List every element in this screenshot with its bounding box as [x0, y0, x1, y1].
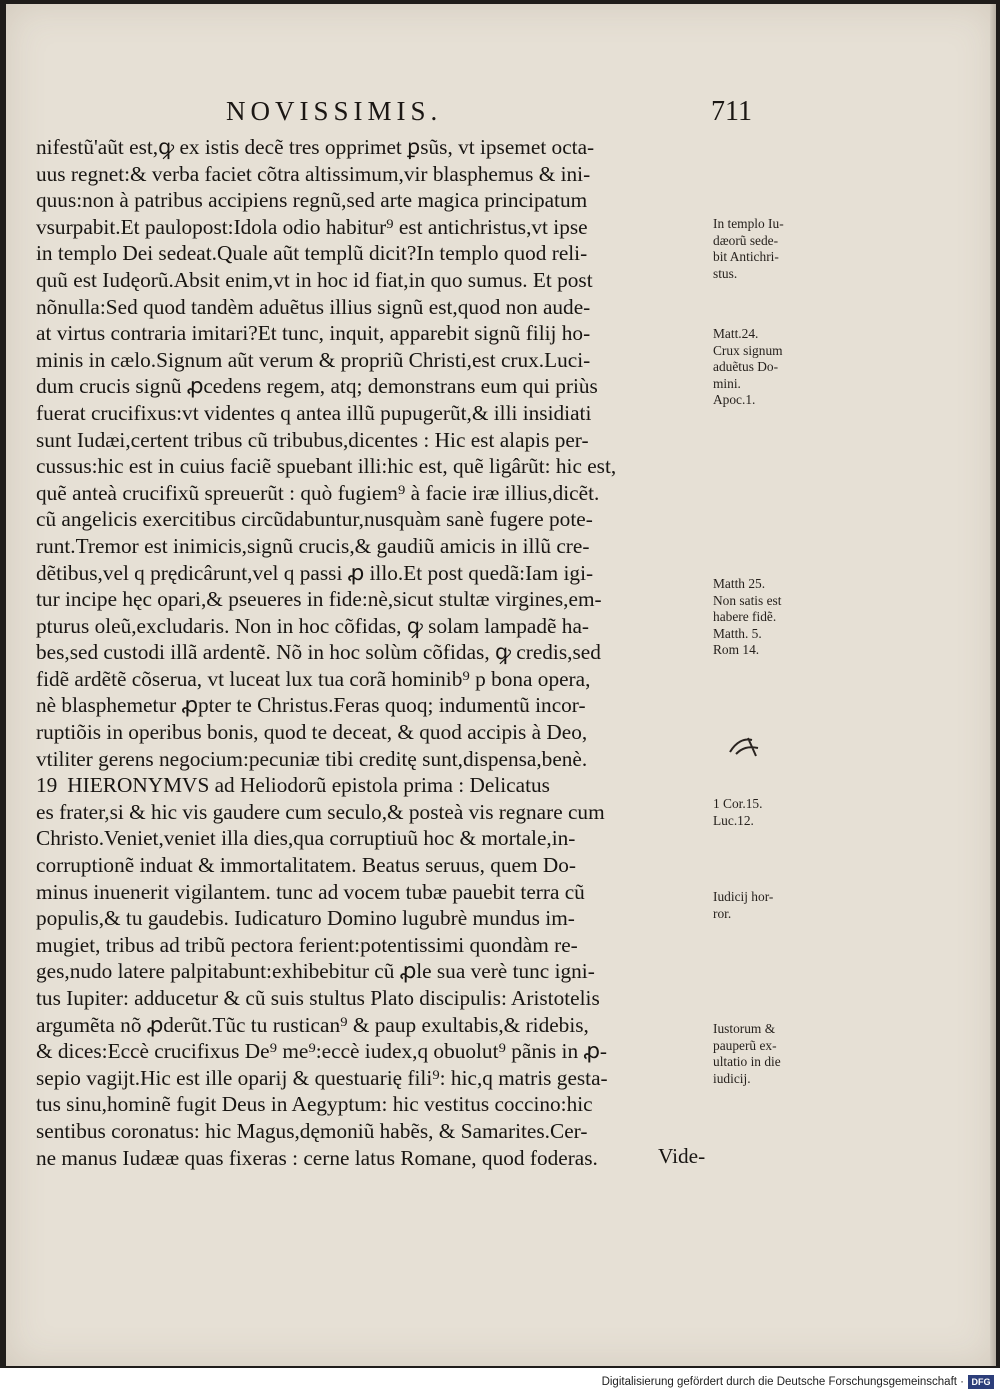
text-line: nifestũ'aũt est,ꝙ ex istis decẽ tres opprimet ꝑsũs, vt ipsemet octa- — [36, 135, 595, 159]
main-text — [36, 134, 716, 1171]
text-line: tus Iupiter: adducetur & cũ suis stultus Plato discipulis: Aristotelis — [36, 986, 600, 1010]
text-line: populis,& tu gaudebis. Iudicaturo Domino lugubrè mundus im- — [36, 906, 575, 931]
margin-note-line: Matth 25. — [713, 576, 766, 591]
text-line: fidẽ ardẽtẽ cõserua, vt luceat lux tua corã hominib⁹ p bona opera, — [36, 666, 591, 691]
text-line: sentibus coronatus: hic Magus,dęmoniũ habẽs, & Samarites.Cer- — [36, 1118, 588, 1143]
margin-note-line: pauperũ ex- — [713, 1037, 777, 1053]
margin-note — [713, 576, 781, 659]
margin-note-line: Rom 14. — [713, 642, 760, 658]
text-line: ne manus Iudææ quas fixeras : cerne latus Romane, quod foderas. — [36, 1145, 598, 1170]
text-line: runt.Tremor est inimicis,signũ crucis,& gaudiũ amicis in illũ cre- — [36, 533, 590, 558]
catchword: Vide- — [658, 1144, 706, 1168]
margin-note-line: Matt.24. — [713, 326, 759, 341]
text-line: tus sinu,hominẽ fugit Deus in Aegyptum: hic vestitus coccino:hic — [36, 1092, 593, 1117]
text-line: dum crucis signũ ꝓcedens regem, atq; demonstrans eum qui priùs — [36, 374, 598, 399]
text-line: fuerat crucifixus:vt videntes q antea illũ pupugerũt,& illi insidiati — [36, 400, 592, 425]
text-line: minus inuenerit vigilantem. tunc ad vocem tubæ pauebit terra cũ — [36, 879, 585, 904]
margin-note-line: aduẽtus Do- — [713, 359, 779, 375]
text-line: corruptionẽ induat & immortalitatem. Beatus seruus, quem Do- — [36, 853, 576, 878]
margin-note-line: Iudicij hor- — [713, 889, 774, 904]
text-line: sepio vagijt.Hic est ille oparij & questuarię fili⁹: hic,q matris gesta- — [36, 1065, 608, 1090]
margin-note — [713, 216, 784, 282]
margin-note — [713, 889, 773, 922]
text-line: Christo.Veniet,veniet illa dies,qua corruptiuũ hoc & mortale,in- — [36, 826, 576, 851]
text-line: vsurpabit.Et paulopost:Idola odio habitur⁹ est antichristus,vt ipse — [36, 214, 588, 239]
text-line: vtiliter gerens negocium:pecuniæ tibi creditę sunt,dispensa,benè. — [36, 746, 588, 771]
text-line: cussus:hic est in cuius faciẽ spuebant illi:hic est, quẽ ligârũt: hic est, — [36, 454, 617, 479]
running-head — [6, 96, 996, 126]
text-line: pturus oleũ,excludaris. Non in hoc cõfidas, ꝙ solam lampadẽ ha- — [36, 613, 590, 638]
text-line: es frater,si & hic vis gaudere cum seculo,& posteà vis regnare cum — [36, 799, 605, 824]
text-line: at virtus contraria imitari?Et tunc, inquit, apparebit signũ filij ho- — [36, 321, 591, 346]
margin-note-line: stus. — [713, 265, 738, 281]
text-line: mugiet, tribus ad tribũ pectora ferient:potentissimi quondàm re- — [36, 932, 578, 957]
text-line: bes,sed custodi illã ardentẽ. Nõ in hoc solùm cõfidas, ꝙ credis,sed — [36, 640, 601, 665]
margin-note-line: iudicij. — [713, 1070, 751, 1086]
margin-note — [713, 1021, 781, 1087]
margin-note-line: Non satis est — [713, 592, 782, 608]
text-line: uus regnet:& verba faciet cõtra altissimum,vir blasphemus & ini- — [36, 161, 591, 186]
margin-note-line: dæorũ sede- — [713, 232, 779, 248]
margin-note-line: Matth. 5. — [713, 625, 762, 641]
text-line: cũ angelicis exercitibus circũdabuntur,nusquàm sanè fugere pote- — [36, 507, 593, 532]
margin-note-line: In templo Iu- — [713, 216, 784, 231]
text-line: in templo Dei sedeat.Quale aũt templũ dicit?In templo quod reli- — [36, 241, 588, 266]
margin-note — [713, 326, 783, 409]
text-line: ruptiõis in operibus bonis, quod te deceat, & quod accipis à Deo, — [36, 720, 588, 745]
running-title: NOVISSIMIS. — [226, 96, 443, 126]
footer-bar — [0, 1368, 1000, 1396]
text-line: HIERONYMVS ad Heliodorũ epistola prima : Delicatus — [67, 773, 550, 798]
margin-note-line: Iustorum & — [713, 1021, 776, 1036]
text-line: argumẽta nõ ꝓderũt.Tũc tu rustican⁹ & paup exultabis,& ridebis, — [36, 1012, 589, 1037]
margin-note-line: ultatio in die — [713, 1054, 781, 1070]
margin-note-line: bit Antichri- — [713, 249, 779, 265]
text-line: nè blasphemetur ꝓpter te Christus.Feras quoq; indumentũ incor- — [36, 693, 586, 718]
text-line: quus:non à patribus accipiens regnũ,sed arte magica principatum — [36, 188, 588, 213]
book-page — [6, 4, 996, 1366]
margin-note-line: Crux signum — [713, 342, 783, 358]
text-line: nõnulla:Sed quod tandèm aduẽtus illius signũ est,quod non aude- — [36, 294, 591, 319]
margin-note-line: 1 Cor.15. — [713, 796, 763, 811]
text-line: minis in cælo.Signum aũt verum & propriũ Christi,est crux.Luci- — [36, 347, 591, 372]
margin-note-line: mini. — [713, 375, 741, 391]
section-line — [36, 772, 716, 799]
text-line: quẽ anteà crucifixũ spreuerũt : quò fugiem⁹ à facie iræ illius,dicẽt. — [36, 480, 600, 505]
text-line: tur incipe hęc opari,& pseueres in fide:nè,sicut stultæ virgines,em- — [36, 587, 602, 612]
text-line: quũ est Iudęorũ.Absit enim,vt in hoc id fiat,in quo sumus. Et post — [36, 267, 593, 292]
margin-note-line: Luc.12. — [713, 812, 754, 828]
text-line: & dices:Eccè crucifixus De⁹ me⁹:eccè iudex,q obuolut⁹ pãnis in ꝓ- — [36, 1039, 608, 1064]
margin-note — [713, 796, 762, 829]
text-line: dẽtibus,vel q prędicârunt,vel q passi ꝓ illo.Et post quedã:Iam igi- — [36, 560, 594, 585]
page-number: 711 — [711, 96, 752, 127]
dfg-logo: DFG — [968, 1375, 994, 1389]
section-number: 19 — [36, 773, 58, 798]
margin-note-line: habere fidẽ. — [713, 609, 777, 625]
text-line: ges,nudo latere palpitabunt:exhibebitur cũ ꝓle sua verè tunc igni- — [36, 959, 595, 984]
hand-flourish-icon — [726, 734, 762, 760]
text-line: sunt Iudæi,certent tribus cũ tribubus,dicentes : Hic est alapis per- — [36, 427, 589, 452]
margin-note-line: Apoc.1. — [713, 392, 756, 408]
footer-text: Digitalisierung gefördert durch die Deutsche Forschungsgemeinschaft · — [601, 1376, 964, 1388]
margin-note-line: ror. — [713, 905, 732, 921]
